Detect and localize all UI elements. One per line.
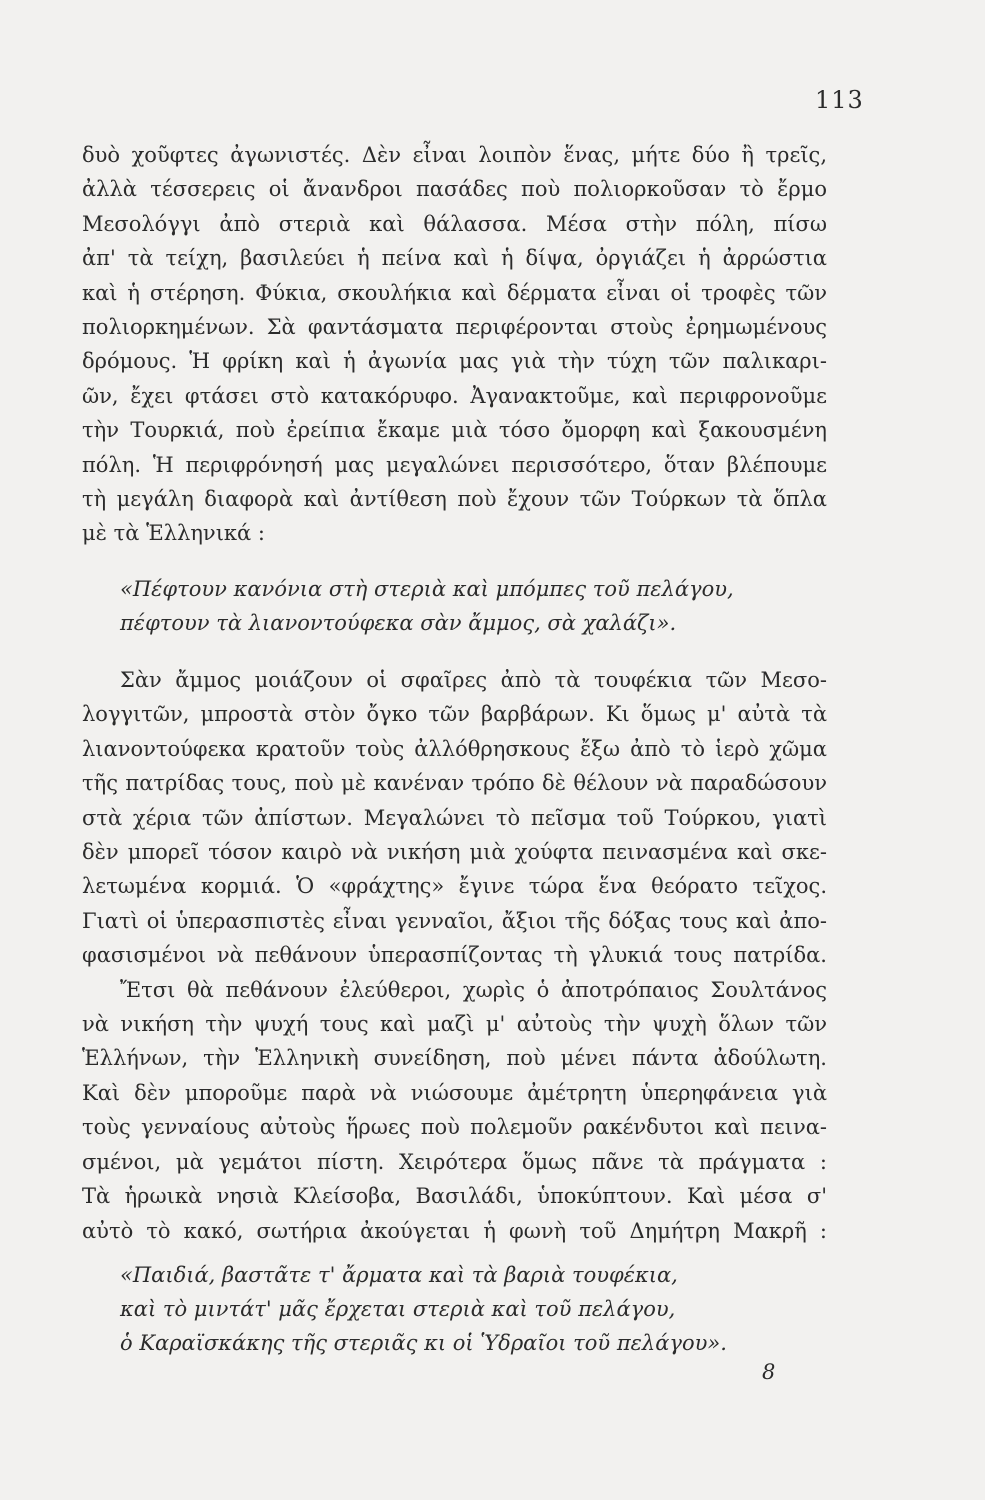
verse-line: πέφτουν τὰ λιανοντούφεκα σὰν ἄμμος, σὰ χαλάζι». bbox=[120, 611, 677, 635]
text-line: τὴν Τουρκιά, ποὺ ἐρείπια ἔκαμε μιὰ τόσο ὄμορφη καὶ ξακουσμένη bbox=[82, 418, 827, 443]
text-line: Καὶ δὲν μποροῦμε παρὰ νὰ νιώσουμε ἀμέτρητη ὑπερηφάνεια γιὰ bbox=[82, 1080, 827, 1105]
text-line: αὐτὸ τὸ κακό, σωτήρια ἀκούγεται ἡ φωνὴ τοῦ Δημήτρη Μακρῆ : bbox=[82, 1218, 827, 1243]
verse-line: «Πέφτουν κανόνια στὴ στεριὰ καὶ μπόμπες τοῦ πελάγου, bbox=[120, 577, 734, 601]
text-line: Τὰ ἡρωικὰ νησιὰ Κλείσοβα, Βασιλάδι, ὑποκύπτουν. Καὶ μέσα σ' bbox=[82, 1184, 827, 1209]
verse-quote-2 bbox=[120, 1258, 800, 1360]
text-line: λογγιτῶν, μπροστὰ στὸν ὄγκο τῶν βαρβάρων. Κι ὅμως μ' αὐτὰ τὰ bbox=[82, 702, 827, 727]
page-body-middle bbox=[82, 663, 827, 1248]
page-number: 113 bbox=[815, 86, 864, 114]
text-line: ἀλλὰ τέσσερεις οἱ ἄνανδροι πασάδες ποὺ πολιορκοῦσαν τὸ ἔρμο bbox=[82, 177, 827, 202]
verse-line: καὶ τὸ μιντάτ' μᾶς ἔρχεται στεριὰ καὶ τοῦ πελάγου, bbox=[120, 1297, 676, 1321]
text-line: σμένοι, μὰ γεμάτοι πίστη. Χειρότερα ὅμως πᾶνε τὰ πράγματα : bbox=[82, 1149, 827, 1174]
text-line: πολιορκημένων. Σὰ φαντάσματα περιφέρονται στοὺς ἐρημωμένους bbox=[82, 315, 827, 340]
text-line: δυὸ χοῦφτες ἀγωνιστές. Δὲν εἶναι λοιπὸν ἕνας, μήτε δύο ἢ τρεῖς, bbox=[82, 143, 827, 167]
verse-quote-1 bbox=[120, 572, 800, 640]
signature-mark: 8 bbox=[762, 1360, 776, 1384]
text-line: Γιατὶ οἱ ὑπερασπιστὲς εἶναι γενναῖοι, ἄξιοι τῆς δόξας τους καὶ ἀπο- bbox=[82, 908, 827, 933]
text-line: φασισμένοι νὰ πεθάνουν ὑπερασπίζοντας τὴ γλυκιά τους πατρίδα. bbox=[82, 943, 827, 968]
text-line: μὲ τὰ Ἑλληνικά : bbox=[82, 521, 265, 546]
text-line: ἀπ' τὰ τείχη, βασιλεύει ἡ πείνα καὶ ἡ δίψα, ὀργιάζει ἡ ἀρρώστια bbox=[82, 246, 827, 271]
text-line: Ἔτσι θὰ πεθάνουν ἐλεύθεροι, χωρὶς ὁ ἀποτρόπαιος Σουλτάνος bbox=[120, 977, 827, 1002]
paragraph-2 bbox=[82, 663, 827, 973]
text-line: λετωμένα κορμιά. Ὁ «φράχτης» ἔγινε τώρα ἕνα θεόρατο τεῖχος. bbox=[82, 874, 827, 899]
text-line: Ἑλλήνων, τὴν Ἑλληνικὴ συνείδηση, ποὺ μένει πάντα ἀδούλωτη. bbox=[82, 1046, 827, 1071]
text-line: δρόμους. Ἡ φρίκη καὶ ἡ ἀγωνία μας γιὰ τὴν τύχη τῶν παλικαρι- bbox=[82, 349, 827, 374]
page-body bbox=[82, 138, 827, 551]
text-line: δὲν μπορεῖ τόσον καιρὸ νὰ νικήση μιὰ χούφτα πεινασμένα καὶ σκε- bbox=[82, 840, 827, 865]
text-line: πόλη. Ἡ περιφρόνησή μας μεγαλώνει περισσότερο, ὅταν βλέπουμε bbox=[82, 452, 827, 477]
text-line: καὶ ἡ στέρηση. Φύκια, σκουλήκια καὶ δέρματα εἶναι οἱ τροφὲς τῶν bbox=[82, 280, 827, 305]
text-line: νὰ νικήση τὴν ψυχή τους καὶ μαζὶ μ' αὐτοὺς τὴν ψυχὴ ὅλων τῶν bbox=[82, 1012, 827, 1037]
text-line: τοὺς γενναίους αὐτοὺς ἥρωες ποὺ πολεμοῦν ρακένδυτοι καὶ πεινα- bbox=[82, 1115, 827, 1140]
paragraph-1 bbox=[82, 138, 827, 551]
verse-line: ὁ Καραϊσκάκης τῆς στεριᾶς κι οἱ Ὑδραῖοι τοῦ πελάγου». bbox=[120, 1331, 727, 1355]
text-line: στὰ χέρια τῶν ἀπίστων. Μεγαλώνει τὸ πεῖσμα τοῦ Τούρκου, γιατὶ bbox=[82, 805, 827, 830]
paragraph-3 bbox=[82, 973, 827, 1248]
text-line: τὴ μεγάλη διαφορὰ καὶ ἀντίθεση ποὺ ἔχουν τῶν Τούρκων τὰ ὅπλα bbox=[82, 487, 827, 512]
text-line: Σὰν ἄμμος μοιάζουν οἱ σφαῖρες ἀπὸ τὰ τουφέκια τῶν Μεσο- bbox=[120, 668, 827, 692]
text-line: Μεσολόγγι ἀπὸ στεριὰ καὶ θάλασσα. Μέσα στὴν πόλη, πίσω bbox=[82, 211, 827, 236]
text-line: ῶν, ἔχει φτάσει στὸ κατακόρυφο. Ἀγανακτοῦμε, καὶ περιφρονοῦμε bbox=[82, 383, 827, 408]
text-line: τῆς πατρίδας τους, ποὺ μὲ κανέναν τρόπο δὲ θέλουν νὰ παραδώσουν bbox=[82, 771, 827, 796]
verse-line: «Παιδιά, βαστᾶτε τ' ἄρματα καὶ τὰ βαριὰ τουφέκια, bbox=[120, 1263, 678, 1287]
text-line: λιανοντούφεκα κρατοῦν τοὺς ἀλλόθρησκους ἔξω ἀπὸ τὸ ἱερὸ χῶμα bbox=[82, 736, 827, 761]
